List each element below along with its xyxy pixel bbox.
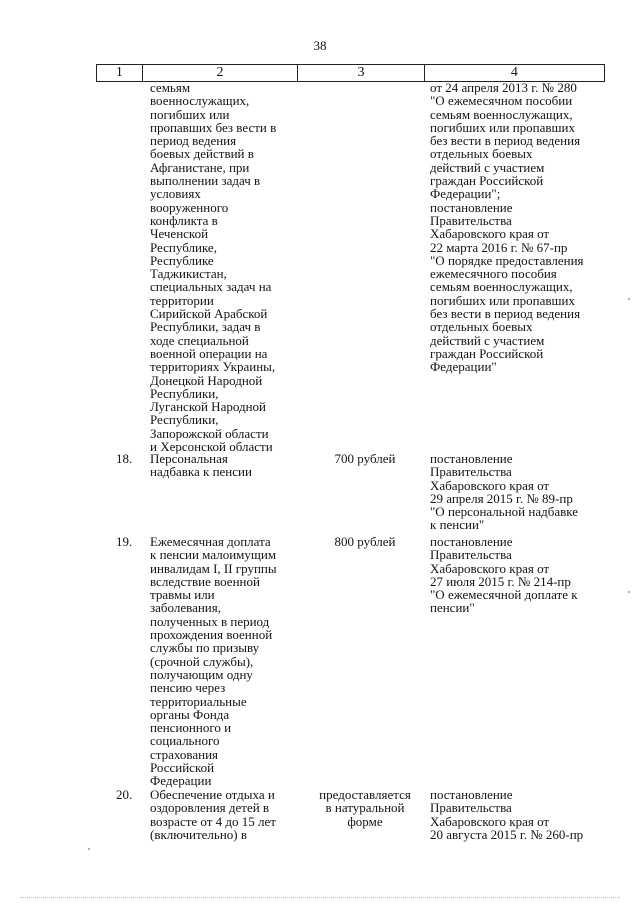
continuation-basis-cell: от 24 апреля 2013 г. № 280 "О ежемесячном пособии семьям военнослужащих, погибших или пропавших без вести в период ведения отдельных боевых действий с участием граждан Российской Федерации"; постановление Правительства Хабаровского края от 22 марта 2016 г. № 67-пр "О порядке предоставления ежемесячного пособия семьям военнослужащих, погибших или пропавших без вести в период ведения отдельных боевых действий с участием граждан Российской Федерации": [430, 80, 584, 375]
header-col-1: 1: [97, 65, 143, 81]
continuation-name-cell: семьям военнослужащих, погибших или пропавших без вести в период ведения боевых действий в Афганистане, при выполнении задач в условиях вооруженного конфликта в Чеченской Республике, Республике Таджикистан, специальных задач на территории Сирийской Арабской Республики, задач в ходе специальной военной операции на территориях Украины, Донецкой Народной Республики, Луганской Народной Республики, Запорожской области и Херсонской области: [150, 80, 277, 455]
header-col-3: 3: [298, 65, 425, 81]
row-20-amount: предоставляется в натуральной форме: [319, 787, 411, 829]
row-19-name: Ежемесячная доплата к пенсии малоимущим инвалидам I, II группы вследствие военной травмы или заболевания, полученных в период прохождения военной службы по призыву (срочной службы), получающим одну пенсию через территориальные органы Фонда пенсионного и социального страхования Российской Федерации: [150, 534, 277, 789]
row-19-number: 19.: [116, 534, 133, 549]
scan-dot: [88, 848, 90, 850]
header-col-2: 2: [143, 65, 298, 81]
row-20-basis: постановление Правительства Хабаровского края от 20 августа 2015 г. № 260-пр: [430, 787, 584, 842]
row-18-amount: 700 рублей: [334, 451, 396, 466]
row-18-number: 18.: [116, 451, 133, 466]
scan-noise-line: [20, 897, 620, 899]
row-18-name: Персональная надбавка к пенсии: [150, 451, 252, 480]
scan-dot: [628, 298, 630, 300]
row-19-basis: постановление Правительства Хабаровского края от 27 июля 2015 г. № 214-пр "О ежемесячной доплате к пенсии": [430, 534, 578, 616]
page-number: 38: [313, 38, 327, 53]
header-col-4: 4: [510, 65, 518, 80]
row-18-basis: постановление Правительства Хабаровского края от 29 апреля 2015 г. № 89-пр "О персональной надбавке к пенсии": [430, 451, 578, 533]
scan-dot: [628, 591, 630, 593]
row-19-amount: 800 рублей: [334, 534, 396, 549]
row-20-name: Обеспечение отдыха и оздоровления детей в возрасте от 4 до 15 лет (включительно) в: [150, 787, 276, 842]
row-20-number: 20.: [116, 787, 133, 802]
